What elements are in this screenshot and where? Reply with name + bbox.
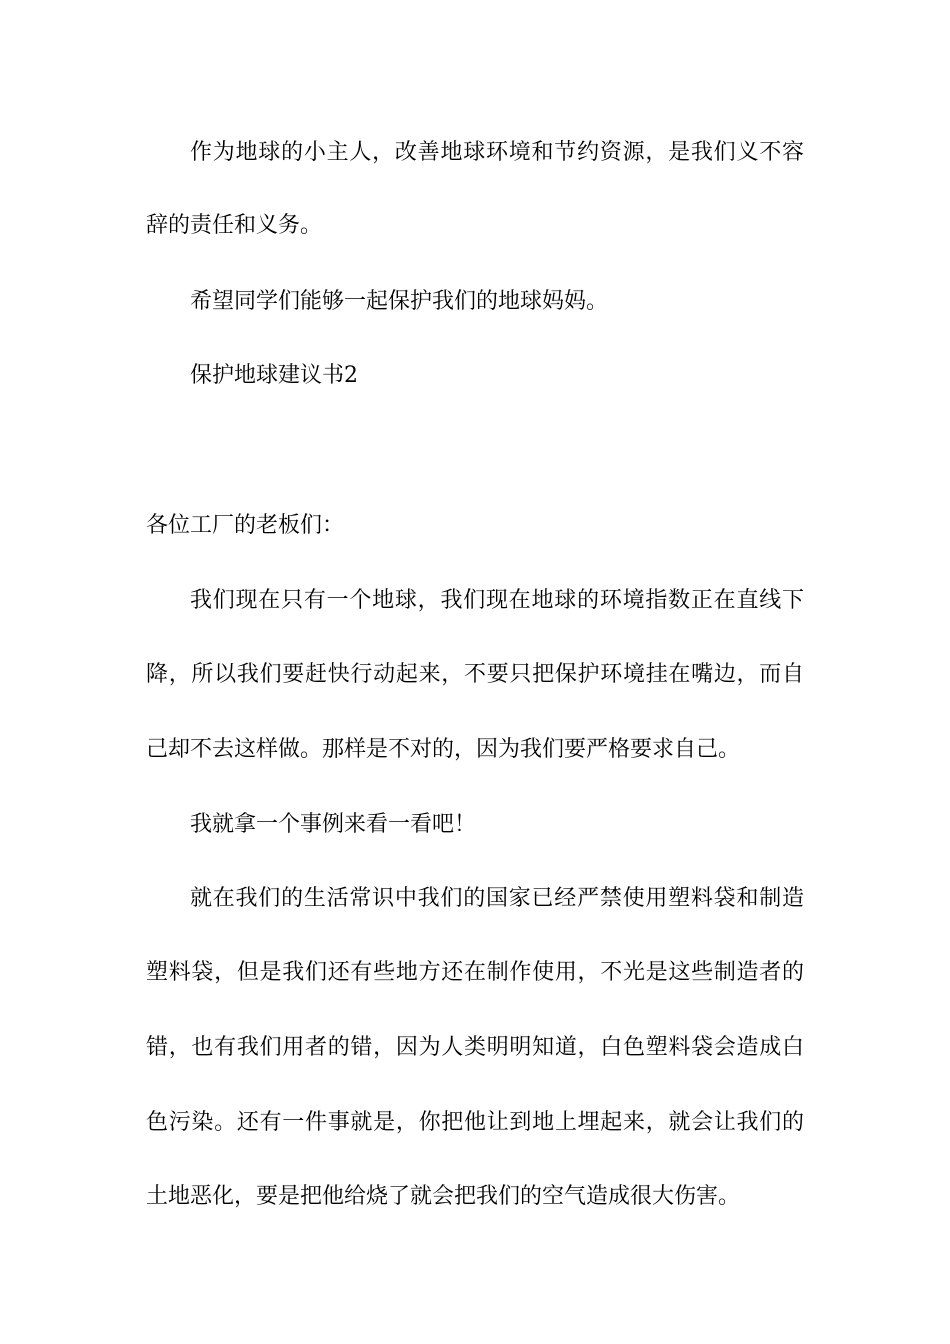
- paragraph-line: 我们现在只有一个地球，我们现在地球的环境指数正在直线下: [190, 588, 804, 613]
- paragraph-line: 塑料袋，但是我们还有些地方还在制作使用，不光是这些制造者的: [146, 960, 804, 985]
- salutation: 各位工厂的老板们：: [146, 513, 345, 538]
- paragraph-line: 错，也有我们用者的错，因为人类明明知道，白色塑料袋会造成白: [146, 1035, 804, 1060]
- paragraph-line: 土地恶化，要是把他给烧了就会把我们的空气造成很大伤害。: [146, 1184, 741, 1209]
- paragraph-line: 己却不去这样做。那样是不对的，因为我们要严格要求自己。: [146, 737, 741, 762]
- paragraph-line: 就在我们的生活常识中我们的国家已经严禁使用塑料袋和制造: [190, 886, 804, 911]
- paragraph-line: 辞的责任和义务。: [146, 213, 323, 238]
- paragraph-line: 作为地球的小主人，改善地球环境和节约资源，是我们义不容: [190, 140, 804, 165]
- section-heading: 保护地球建议书2: [190, 363, 358, 388]
- paragraph-line: 降，所以我们要赶快行动起来，不要只把保护环境挂在嘴边，而自: [146, 662, 804, 687]
- paragraph-line: 色污染。还有一件事就是，你把他让到地上埋起来，就会让我们的: [146, 1110, 804, 1135]
- paragraph-line: 我就拿一个事例来看一看吧！: [190, 812, 477, 837]
- paragraph-line: 希望同学们能够一起保护我们的地球妈妈。: [190, 289, 609, 314]
